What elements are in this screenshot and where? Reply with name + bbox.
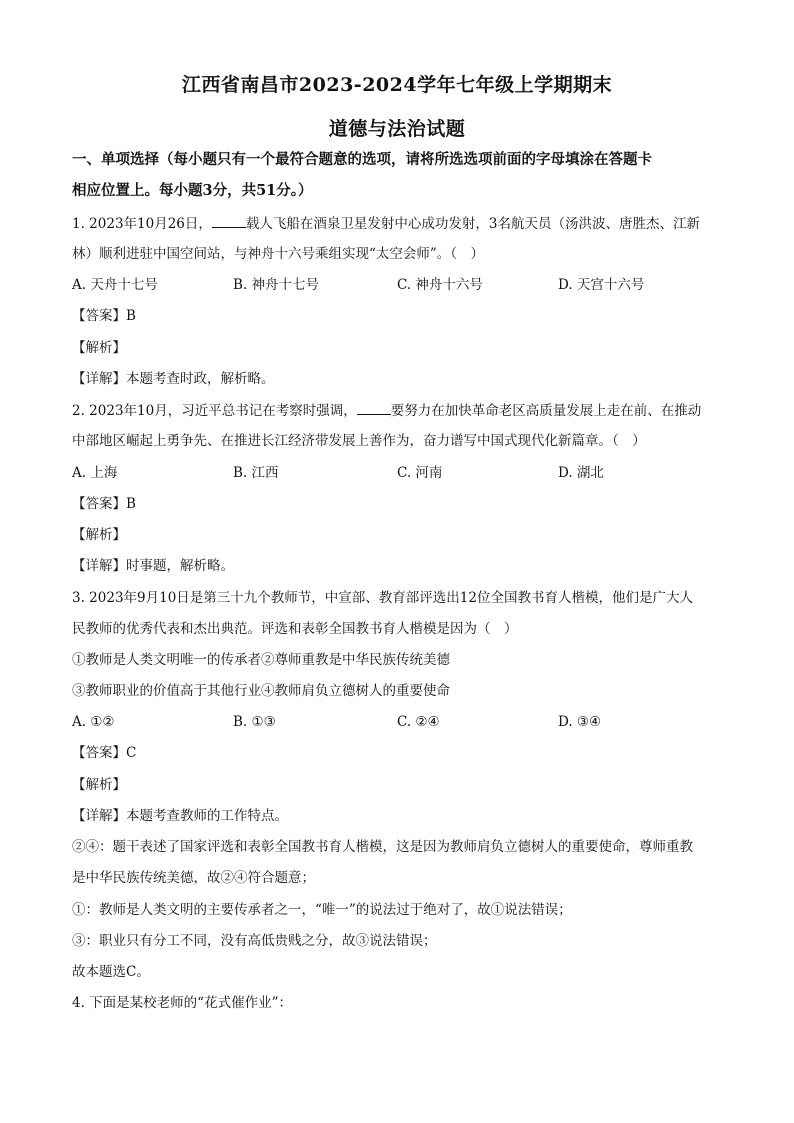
- q2-stem-line1: [72, 400, 732, 421]
- q2-option-d: D. 湖北: [558, 465, 604, 481]
- q2-answer: 【答案】B: [72, 496, 136, 512]
- q1-option-d: D. 天宫十六号: [558, 277, 645, 293]
- q2-analysis-label: 【解析】: [72, 527, 126, 543]
- q3-statements-1: ①教师是人类文明唯一的传承者②尊师重教是中华民族传统美德: [72, 652, 450, 668]
- q1-stem-prefix: 1. 2023年10月26日，: [72, 216, 212, 232]
- q1-option-b: B. 神舟十七号: [233, 277, 320, 293]
- q1-analysis-label: 【解析】: [72, 340, 126, 356]
- q2-option-c: C. 河南: [397, 465, 443, 481]
- q1-stem-line2: 林）顺利进驻中国空间站，与神舟十六号乘组实现“太空会师”。（ ）: [72, 246, 485, 262]
- exam-title: 江西省南昌市2023-2024学年七年级上学期期末: [181, 74, 613, 96]
- q3-stem-line1: 3. 2023年9月10日是第三十九个教师节，中宣部、教育部评选出12位全国教书育人楷模，他们是广大人: [72, 590, 693, 606]
- q3-analysis-label: 【解析】: [72, 777, 126, 793]
- q3-explanation-1-line1: ②④：题干表述了国家评选和表彰全国教书育人楷模，这是因为教师肩负立德树人的重要使命，尊师重教: [72, 839, 693, 855]
- exam-subtitle: 道德与法治试题: [328, 118, 466, 140]
- q3-option-b: B. ①③: [233, 714, 276, 730]
- q1-answer: 【答案】B: [72, 308, 136, 324]
- q3-option-c: C. ②④: [397, 714, 440, 730]
- q2-stem-prefix: 2. 2023年10月，习近平总书记在考察时强调，: [72, 403, 357, 419]
- q3-explanation-3: ③：职业只有分工不同，没有高低贵贱之分，故③说法错误；: [72, 933, 437, 949]
- q1-detail: 【详解】本题考查时政，解析略。: [72, 371, 275, 387]
- q3-conclusion: 故本题选C。: [72, 964, 150, 980]
- q2-detail: 【详解】时事题，解析略。: [72, 558, 234, 574]
- q3-answer: 【答案】C: [72, 745, 137, 761]
- q3-stem-line2: 民教师的优秀代表和杰出典范。评选和表彰全国教书育人楷模是因为（ ）: [72, 621, 518, 637]
- q3-detail: 【详解】本题考查教师的工作特点。: [72, 808, 288, 824]
- q1-option-c: C. 神舟十六号: [397, 277, 483, 293]
- section-header-line2: 相应位置上。每小题3分，共51分。）: [72, 182, 313, 199]
- q3-option-a: A. ①②: [72, 714, 115, 730]
- q1-stem-line1: [72, 213, 732, 234]
- q2-stem-line2: 中部地区崛起上勇争先、在推进长江经济带发展上善作为，奋力谱写中国式现代化新篇章。（ ）: [72, 433, 646, 449]
- q2-stem-suffix: 要努力在加快革命老区高质量发展上走在前、在推动: [390, 403, 702, 419]
- q3-explanation-1-line2: 是中华民族传统美德，故②④符合题意；: [72, 870, 315, 886]
- q3-statements-2: ③教师职业的价值高于其他行业④教师肩负立德树人的重要使命: [72, 683, 450, 699]
- q4-stem-line1: 4. 下面是某校老师的“花式催作业”：: [72, 995, 292, 1011]
- q2-option-b: B. 江西: [233, 465, 279, 481]
- q1-stem-suffix: 载人飞船在酒泉卫星发射中心成功发射，3名航天员（汤洪波、唐胜杰、江新: [245, 216, 700, 232]
- q1-option-a: A. 天舟十七号: [72, 277, 158, 293]
- q3-option-d: D. ③④: [558, 714, 602, 730]
- q2-answer-blank: [357, 400, 391, 415]
- q3-explanation-2: ①：教师是人类文明的主要传承者之一，“唯一”的说法过于绝对了，故①说法错误；: [72, 902, 572, 918]
- section-header-line1: 一、单项选择（每小题只有一个最符合题意的选项，请将所选选项前面的字母填涂在答题卡: [72, 151, 652, 168]
- q2-option-a: A. 上海: [72, 465, 118, 481]
- q1-answer-blank: [212, 213, 246, 228]
